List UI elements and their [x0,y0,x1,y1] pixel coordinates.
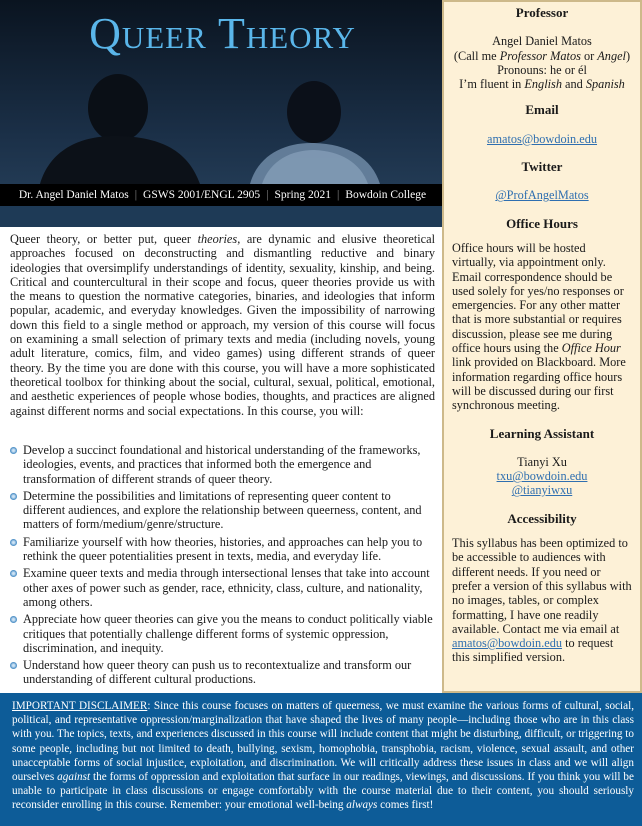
call-me-text: or [580,48,598,63]
call-me-text: (Call me [453,48,500,63]
disclaimer-emphasis: against [57,771,91,784]
course-description [10,232,435,418]
intro-text: Queer theory, or better put, queer [10,232,198,246]
bullet-icon [10,570,17,577]
outcome-text: Develop a succinct foundational and historical understanding of the frameworks, ideologies, events, and practices that informed both the emergence and transformation of different strands of queer theory. [23,443,421,486]
term: Spring 2021 [274,189,332,201]
learning-assistant-heading: Learning Assistant [489,425,595,441]
email-heading: Email [525,102,559,118]
bullet-icon [10,539,17,546]
accessibility-body: to request this simplified version. [452,636,614,665]
languages [452,77,632,91]
list-item [10,612,435,655]
office-hour-link-label: Office Hour [561,341,621,356]
office-hours-body: Office hours will be hosted virtually, via appointment only. Email correspondence should be used solely for yes/no responses or emergencies. For any other matter that is more substantial or requires discussion, please see me during office hours using the [452,240,624,356]
divider: | [134,189,138,201]
list-item [10,443,435,486]
twitter-section [452,160,632,203]
call-me-option: Professor Matos [499,48,581,63]
disclaimer-text: comes first! [377,799,434,812]
languages-text: and [561,77,586,92]
outcome-text: Appreciate how queer theories can give you the means to conduct politically viable critiques that potentially challenge different forms of systemic oppression, discrimination, and inequity. [23,612,433,655]
bullet-icon [10,616,17,623]
la-name: Tianyi Xu [517,454,567,469]
professor-heading: Professor [515,5,569,20]
outcome-text: Familiarize yourself with how theories, histories, and approaches can help you to rethink the queer potentialities present in texts, media, and everyday life. [23,534,423,564]
bullet-icon [10,662,17,669]
course-title: Queer Theory [89,9,356,58]
institution: Bowdoin College [345,189,427,201]
list-item [10,489,435,532]
email-link[interactable]: amatos@bowdoin.edu [486,131,598,146]
learning-assistant-section [452,427,632,498]
bullet-icon [10,447,17,454]
office-hours-text [452,241,632,413]
call-me-text: ) [625,48,631,63]
outcome-text: Understand how queer theory can push us to recontextualize and transform our understanding of different cultural productions. [23,658,412,687]
accessibility-text [452,536,632,665]
email-section [452,103,632,146]
outcome-text: Examine queer texts and media through intersectional lenses that take into account other axes of power such as gender, race, ethnicity, class, culture, and nationality, among others. [23,566,430,609]
la-twitter-link[interactable]: @tianyiwxu [511,483,573,498]
disclaimer-text: : Since this course focuses on matters of queerness, we must examine the various forms of cultural, social, political, and representative oppression/marginalization that have shaped the lives of many people—including those who are in this class with you. The topics, texts, and experiences discussed in this course will include content that might be disturbing, difficult, or triggering to some people, including but not limited to death, bullying, sexism, homophobia, transphobia, racism, violence, sexual assault, and other unacceptable forms of social injustice, exploitation, and discrimination. We will critically address these issues in class and we will align ourselves [12,700,634,784]
preferred-name [452,49,632,63]
call-me-option: Angel [597,48,626,63]
disclaimer-emphasis: always [346,799,378,812]
important-disclaimer [0,693,642,826]
learning-outcomes-list [10,443,435,690]
accessibility-email-link[interactable]: amatos@bowdoin.edu [452,636,563,651]
twitter-heading: Twitter [521,159,563,175]
office-hours-heading: Office Hours [506,215,578,231]
intro-text-rest: , are dynamic and elusive theoretical approaches focused on deconstructing and dismantling reductive and binary ideologies that oversimplify understandings of identity, sexuality, kinship, and being. Critical and countercultural in their scope and focus, queer theories provide us with the means to question the normative categories, binaries, and ideologies that inform popular, academic, and everyday knowledges. Given the impossibility of narrowing down this field to a single method or approach, my version of this course will focus on examining a small selection of primary texts and media (including novels, young adult literature, comics, film, and video games) using different strands of queer theory. By the time you are done with this course, you will have a more sophisticated theoretical toolbox for thinking about the social, cultural, sexual, political, emotional, and aesthetic experiences of people whose bodies, thoughts, and practices are aligned against different norms and social expectations. In this course, you will: [10,232,435,418]
office-hours-section [452,217,632,413]
divider: | [266,189,269,201]
la-handle-row [452,483,632,497]
intro-emphasis: theories [197,232,238,246]
header-image [0,0,445,227]
twitter-link[interactable]: @ProfAngelMatos [495,188,589,203]
list-item [10,658,435,687]
list-item [10,566,435,609]
professor-section [452,6,632,91]
language-name: English [524,77,562,92]
languages-text: I’m fluent in [459,77,525,92]
course-code: GSWS 2001/ENGL 2905 [143,189,261,201]
accessibility-heading: Accessibility [507,510,577,526]
bullet-icon [10,493,17,500]
language-name: Spanish [585,77,625,92]
la-email-link[interactable]: txu@bowdoin.edu [496,469,588,484]
outcome-text: Determine the possibilities and limitations of representing queer content to different audiences, and explore the relationship between queerness, content, and matters of form/medium/genre/structure. [23,488,422,532]
instructor-name: Dr. Angel Daniel Matos [18,189,129,201]
disclaimer-heading: IMPORTANT DISCLAIMER [12,700,148,712]
email-row [452,132,632,146]
accessibility-body: This syllabus has been optimized to be accessible to audiences with different needs. If you need or prefer a version of this syllabus with no images, tables, or complex formatting, I have one readily available. Contact me via email at [452,536,632,636]
list-item [10,535,435,564]
divider: | [337,189,340,201]
office-hours-body: link provided on Blackboard. More information regarding office hours will be discussed during our first synchronous meeting. [452,355,626,413]
la-email-row [452,469,632,483]
disclaimer-text: the forms of oppression and exploitation that surface in our readings, viewings, and discussions. If you think you will be unable to participate in class discussions or engage comfortably with the course material due to their content, you should seriously reconsider enrolling in this course. Remember: your emotional well-being [12,771,634,812]
accessibility-section [452,512,632,665]
info-sidebar [442,0,642,693]
course-info-bar [0,184,445,206]
professor-name: Angel Daniel Matos [492,34,592,49]
pronouns: Pronouns: he or él [497,62,587,77]
twitter-row [452,188,632,202]
